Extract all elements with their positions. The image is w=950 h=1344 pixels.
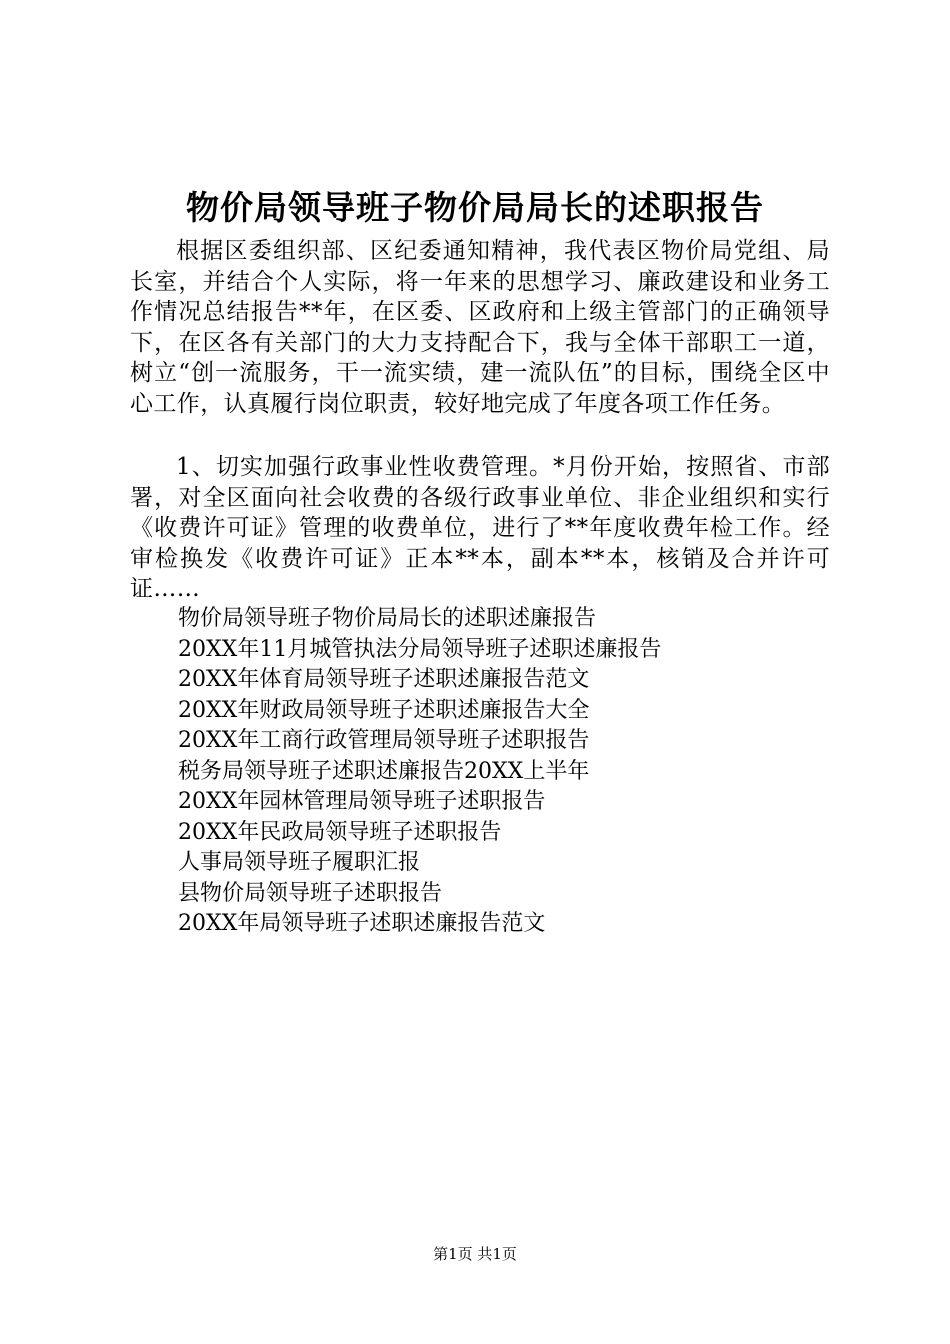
related-article-link[interactable]: 20XX年局领导班子述职述廉报告范文 bbox=[178, 911, 546, 936]
body-paragraph: 1、切实加强行政事业性收费管理。*月份开始，按照省、市部署，对全区面向社会收费的各级行政事业单位、非企业组织和实行《收费许可证》管理的收费单位，进行了**年度收费年检工作。经审检换发《收费许可证》正本**本，副本**本，核销及合并许可证…… bbox=[130, 454, 830, 603]
related-article-link[interactable]: 人事局领导班子履职汇报 bbox=[178, 850, 421, 875]
document-title: 物价局领导班子物价局局长的述职报告 bbox=[186, 188, 764, 227]
related-article-link[interactable]: 20XX年工商行政管理局领导班子述职报告 bbox=[178, 728, 590, 753]
body-paragraph: 根据区委组织部、区纪委通知精神，我代表区物价局党组、局长室，并结合个人实际，将一年来的思想学习、廉政建设和业务工作情况总结报告**年，在区委、区政府和上级主管部门的正确领导下，在区各有关部门的大力支持配合下，我与全体干部职工一道，树立“创一流服务，干一流实绩，建一流队伍”的目标，围绕全区中心工作，认真履行岗位职责，较好地完成了年度各项工作任务。 bbox=[130, 238, 830, 417]
related-article-link[interactable]: 20XX年体育局领导班子述职述廉报告范文 bbox=[178, 667, 590, 692]
page-number: 第1页 共1页 bbox=[433, 1245, 517, 1263]
related-article-link[interactable]: 县物价局领导班子述职报告 bbox=[178, 880, 443, 906]
related-article-link[interactable]: 20XX年园林管理局领导班子述职报告 bbox=[178, 789, 546, 814]
related-article-link[interactable]: 税务局领导班子述职述廉报告20XX上半年 bbox=[178, 758, 590, 784]
related-article-link[interactable]: 20XX年民政局领导班子述职报告 bbox=[178, 819, 502, 845]
related-article-link[interactable]: 物价局领导班子物价局局长的述职述廉报告 bbox=[178, 606, 597, 631]
related-articles-list bbox=[178, 604, 838, 940]
related-article-link[interactable]: 20XX年11月城管执法分局领导班子述职述廉报告 bbox=[178, 636, 662, 662]
related-article-link[interactable]: 20XX年财政局领导班子述职述廉报告大全 bbox=[178, 697, 590, 723]
